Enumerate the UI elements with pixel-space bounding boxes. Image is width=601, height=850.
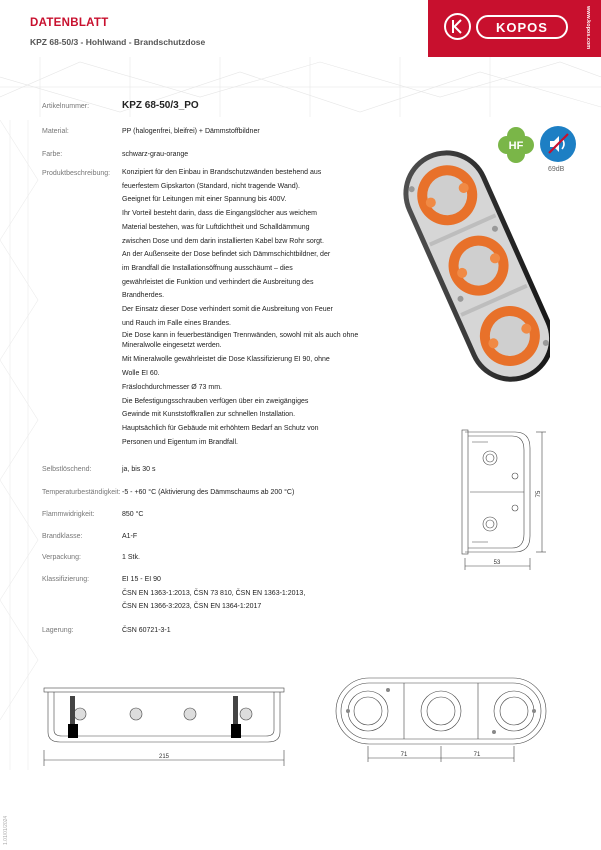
description-line: Die Dose kann in feuerbeständigen Trennwänden, sowohl mit als auch ohne Mineralwolle eingesetzt werden. [122, 332, 359, 350]
description-line: Wolle EI 60. [122, 370, 160, 378]
document-subtitle: KPZ 68-50/3 - Hohlwand - Brandschutzdose [30, 37, 206, 47]
side-width-dimension: 53 [493, 560, 501, 566]
temperature-value: -5 - +60 °C (Aktivierung des Dämmschaums ab 200 °C) [122, 489, 295, 496]
description-line: Gewinde mit Kunststoffkrallen zur schnellen Installation. [122, 411, 296, 419]
material-label: Material: [42, 128, 69, 135]
description-line: Die Befestigungsschrauben verfügen über ein zweigängiges [122, 397, 309, 405]
description-line: Personen und Eigentum im Brandfall. [122, 438, 238, 446]
hf-badge-text: HF [508, 140, 524, 152]
description-line: feuerfestem Gipskarton (Standard, nicht tragende Wand). [122, 182, 300, 190]
description-line: Ihr Vorteil besteht darin, dass die Eingangslöcher aus weichem [122, 210, 317, 218]
side-height-dimension: 75 [536, 490, 542, 498]
description-line: Fräslochdurchmesser Ø 73 mm. [122, 383, 222, 391]
packaging-label: Verpackung: [42, 554, 81, 561]
temperature-label: Temperaturbeständigkeit: [42, 489, 121, 496]
classification-value [122, 573, 305, 614]
flammability-label: Flammwidrigkeit: [42, 511, 95, 518]
description-line: Hauptsächlich für Gebäude mit erhöhtem Bedarf an Schutz von [122, 424, 319, 432]
document-title: DATENBLATT [30, 17, 109, 29]
sound-db-value: 69dB [548, 166, 565, 173]
fire-class-value: A1-F [122, 533, 138, 540]
color-label: Farbe: [42, 151, 63, 158]
classification-line: ČSN EN 1366-3:2023, ČSN EN 1364-1:2017 [122, 603, 262, 610]
self-extinguishing-label: Selbstlöschend: [42, 466, 92, 473]
article-number-label: Artikelnummer: [42, 103, 90, 110]
description-line: gewährleistet die Funktion und verhindert die Ausbreitung des [122, 278, 314, 286]
description-line: Material bestehen, was für Luftdichtheit und Schalldämmung [122, 223, 310, 231]
packaging-value: 1 Stk. [122, 554, 140, 561]
classification-label: Klassifizierung: [42, 576, 90, 583]
side-view-drawing [460, 428, 560, 578]
description-line: zwischen Dose und dem darin installierten Kabel bzw Rohr sorgt. [122, 237, 324, 245]
website-vertical[interactable] [581, 6, 593, 54]
top-spacing-1-dimension: 71 [400, 752, 408, 758]
description-line: Brandherdes. [122, 292, 165, 300]
footer-date-text: 1.01/01/2024 [3, 815, 9, 845]
description-line: An der Außenseite der Dose befindet sich Dämmschichtbildner, der [122, 251, 331, 259]
fire-class-label: Brandklasse: [42, 533, 83, 540]
description-line: Konzipiert für den Einbau in Brandschutzwänden bestehend aus [122, 169, 322, 176]
background-pattern [0, 57, 601, 117]
front-view-drawing [40, 676, 290, 771]
footer-date [3, 805, 11, 845]
material-value: PP (halogenfrei, bleifrei) + Dämmstoffbildner [122, 128, 260, 135]
storage-label: Lagerung: [42, 627, 74, 634]
product-image [400, 140, 550, 390]
classification-line: EI 15 - EI 90 [122, 576, 161, 583]
storage-value: ČSN 60721-3-1 [122, 627, 171, 634]
website-link[interactable]: www.kopos.com [585, 6, 591, 50]
description-line: Geeignet für Leitungen mit einer Spannung bis 400V. [122, 196, 287, 204]
background-pattern-left [0, 120, 40, 770]
description-line: Der Einsatz dieser Dose verhindert somit die Ausbreitung von Feuer [122, 306, 333, 314]
description-label: Produktbeschreibung: [42, 170, 111, 177]
article-number-value: KPZ 68-50/3_PO [122, 100, 199, 111]
classification-line: ČSN EN 1363-1:2013, ČSN 73 810, ČSN EN 1363-1:2013, [122, 589, 306, 597]
kopos-logo [444, 13, 569, 42]
color-value: schwarz-grau-orange [122, 151, 189, 158]
front-width-dimension: 215 [158, 754, 170, 760]
product-description [122, 166, 382, 449]
self-extinguishing-value: ja, bis 30 s [122, 466, 156, 473]
flammability-value: 850 °C [122, 511, 144, 518]
logo-wordmark [476, 15, 568, 39]
description-line: im Brandfall die Installationsöffnung ausschäumt – dies [122, 264, 293, 272]
description-line: und Rauch im Falle eines Brandes. [122, 319, 231, 327]
top-spacing-2-dimension: 71 [473, 752, 481, 758]
description-line: Mit Mineralwolle gewährleistet die Dose Klassifizierung EI 90, ohne [122, 356, 330, 364]
top-view-drawing [332, 674, 552, 769]
logo-k-emblem-icon [444, 13, 471, 40]
logo-text: KOPOS [496, 20, 548, 35]
